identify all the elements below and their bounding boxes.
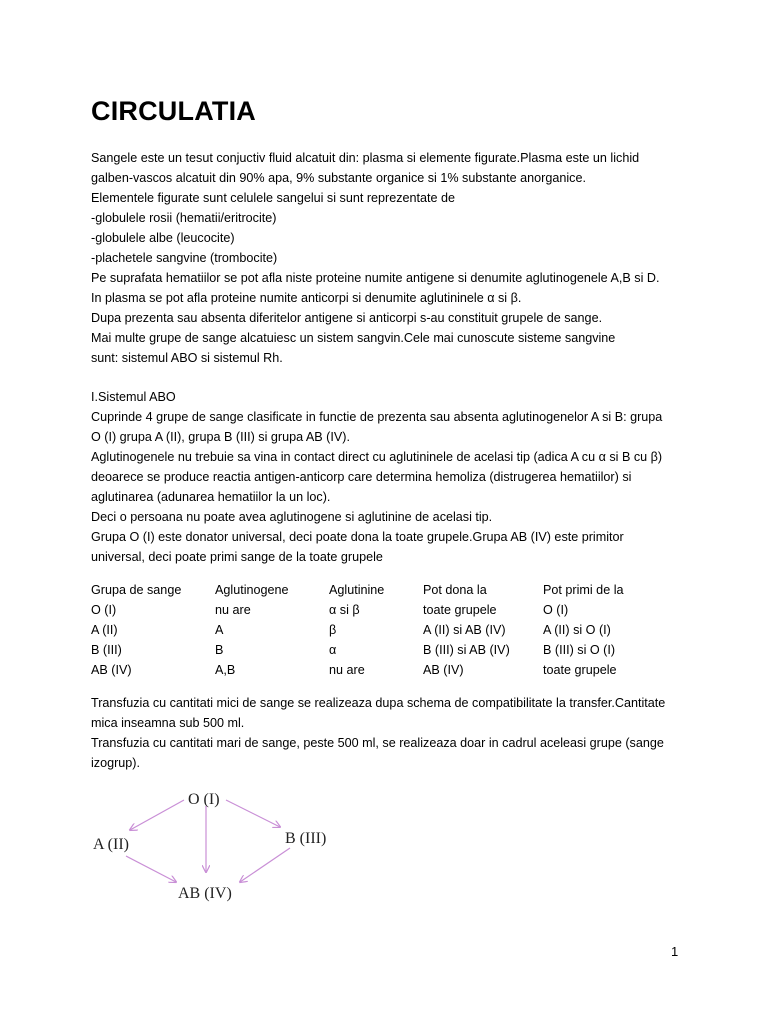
text-line: Transfuzia cu cantitati mici de sange se realizeaza dupa schema de compatibilitate la transfer.Cantitate — [91, 696, 666, 710]
table-cell: nu are — [215, 603, 251, 617]
text-line: Dupa prezenta sau absenta diferitelor antigene si anticorpi s-au constituit grupele de sange. — [91, 311, 603, 325]
table-cell: nu are — [329, 663, 365, 677]
table-header: Pot dona la — [423, 583, 487, 597]
node-b: B (III) — [285, 830, 327, 847]
text-line: Sangele este un tesut conjuctiv fluid alcatuit din: plasma si elemente figurate.Plasma este un lichid — [91, 151, 640, 165]
node-ab: AB (IV) — [178, 885, 232, 902]
text-line: -plachetele sangvine (trombocite) — [91, 251, 278, 265]
table-cell: B (III) si O (I) — [543, 643, 616, 657]
table-cell: AB (IV) — [91, 663, 132, 677]
text-line: aglutinarea (adunarea hematiilor la un loc). — [91, 490, 331, 504]
text-line: Pe suprafata hematiilor se pot afla niste proteine numite antigene si denumite aglutinogenele A,B si D. — [91, 271, 660, 285]
text-line: -globulele rosii (hematii/eritrocite) — [91, 211, 277, 225]
text-line: Aglutinogenele nu trebuie sa vina in contact direct cu aglutininele de acelasi tip (adica A cu α si B cu β) — [91, 450, 663, 464]
arrow-a-to-ab — [126, 856, 176, 882]
transfusion-paragraph — [91, 693, 691, 773]
page-number: 1 — [671, 944, 679, 959]
arrow-o-to-a — [130, 800, 184, 830]
text-line: Elementele figurate sunt celulele sangelui si sunt reprezentate de — [91, 191, 456, 205]
text-line: In plasma se pot afla proteine numite anticorpi si denumite aglutininele α si β. — [91, 291, 522, 305]
table-cell: A (II) si AB (IV) — [423, 623, 506, 637]
table-header: Aglutinine — [329, 583, 385, 597]
table-cell: O (I) — [91, 603, 117, 617]
text-line: universal, deci poate primi sange de la toate grupele — [91, 550, 383, 564]
intro-paragraph — [91, 148, 691, 368]
table-header: Aglutinogene — [215, 583, 289, 597]
table-cell: toate grupele — [543, 663, 617, 677]
table-cell: A,B — [215, 663, 236, 677]
table-cell: toate grupele — [423, 603, 497, 617]
text-line: Mai multe grupe de sange alcatuiesc un sistem sangvin.Cele mai cunoscute sisteme sangvine — [91, 331, 616, 345]
table-cell: β — [329, 623, 337, 637]
text-line: mica inseamna sub 500 ml. — [91, 716, 245, 730]
table-cell: B (III) si AB (IV) — [423, 643, 510, 657]
text-line: sunt: sistemul ABO si sistemul Rh. — [91, 351, 283, 365]
arrow-b-to-ab — [240, 848, 290, 882]
table-cell: O (I) — [543, 603, 569, 617]
table-cell: B (III) — [91, 643, 122, 657]
text-line: O (I) grupa A (II), grupa B (III) si grupa AB (IV). — [91, 430, 350, 444]
text-line: Cuprinde 4 grupe de sange clasificate in functie de prezenta sau absenta aglutinogenelor A si B: grupa — [91, 410, 663, 424]
table-cell: α — [329, 643, 337, 657]
text-line: Grupa O (I) este donator universal, deci poate dona la toate grupele.Grupa AB (IV) este primitor — [91, 530, 624, 544]
table-cell: A (II) si O (I) — [543, 623, 611, 637]
table-header: Grupa de sange — [91, 583, 182, 597]
node-o: O (I) — [188, 791, 220, 808]
section-abo — [91, 387, 691, 567]
text-line: -globulele albe (leucocite) — [91, 231, 235, 245]
compatibility-diagram — [80, 780, 350, 910]
table-header: Pot primi de la — [543, 583, 624, 597]
text-line: galben-vascos alcatuit din 90% apa, 9% substante organice si 1% substante anorganice. — [91, 171, 586, 185]
text-line: izogrup). — [91, 756, 140, 770]
table-cell: B — [215, 643, 224, 657]
table-cell: AB (IV) — [423, 663, 464, 677]
text-line: Deci o persoana nu poate avea aglutinogene si aglutinine de acelasi tip. — [91, 510, 493, 524]
table-cell: A — [215, 623, 224, 637]
text-line: Transfuzia cu cantitati mari de sange, peste 500 ml, se realizeaza doar in cadrul aceleasi grupe (sange — [91, 736, 664, 750]
arrow-o-to-b — [226, 800, 280, 827]
table-cell: α si β — [329, 603, 360, 617]
section-heading: I.Sistemul ABO — [91, 390, 176, 404]
table-cell: A (II) — [91, 623, 118, 637]
node-a: A (II) — [93, 836, 129, 853]
text-line: deoarece se produce reactia antigen-anticorp care determina hemoliza (distrugerea hematiilor) si — [91, 470, 632, 484]
page-title: CIRCULATIA — [91, 96, 256, 126]
